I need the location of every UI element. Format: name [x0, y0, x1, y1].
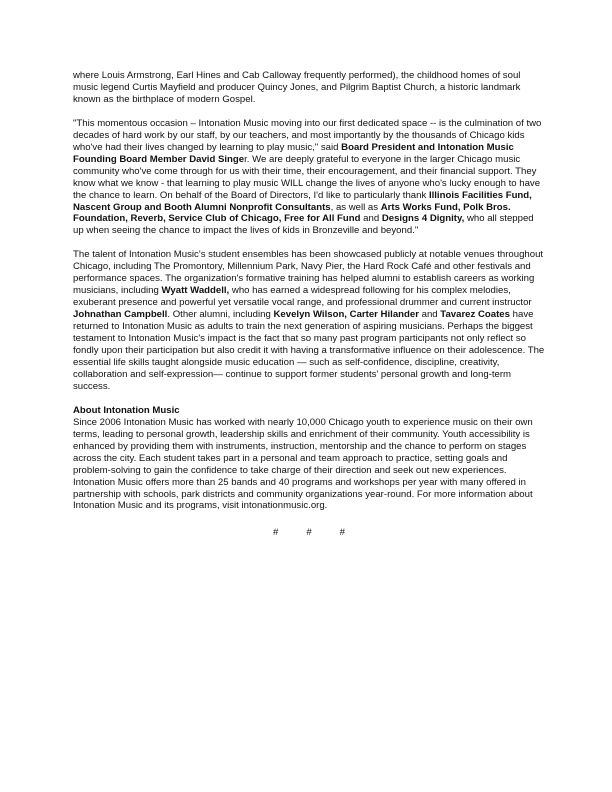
about-section: [73, 405, 545, 513]
text-run: and: [418, 309, 441, 321]
text-run: The talent of Intonation Music's student ensembles has been showcased publicly at notable venues throughout Chicago, including The Promontory, Millennium Park, Navy Pier, the Hard Rock Café and other festivals and performance spaces. The organization's formative training has helped alumni to establish careers as working musicians, including: [73, 249, 544, 297]
text-run: who all stepped up when seeing the chance to impact the lives of kids in Bronzeville and beyond.": [73, 213, 534, 237]
text-run: , as well as: [330, 201, 381, 213]
text-run: . Other alumni, including: [167, 309, 274, 321]
paragraph-venues: [73, 70, 545, 106]
text-run: and: [360, 213, 382, 225]
text-run: where Louis Armstrong, Earl Hines and Cab Calloway frequently performed), the childhood homes of soul music legend Curtis Mayfield and producer Quincy Jones, and Pilgrim Baptist Church, a historic landmark known as the birthplace of modern Gospel.: [73, 70, 521, 105]
paragraph-quote: [73, 118, 545, 238]
document-page: [73, 70, 545, 539]
bold-text-run: Johnathan Campbell: [73, 309, 168, 321]
end-mark: #: [272, 527, 279, 539]
bold-text-run: Designs 4 Dignity,: [381, 213, 465, 225]
end-mark: #: [306, 527, 312, 539]
bold-text-run: Illinois Facilities Fund, Nascent Group and Booth Alumni Nonprofit Consultants: [73, 189, 532, 213]
bold-text-run: Kevelyn Wilson, Carter Hilander: [273, 309, 419, 321]
about-heading: About Intonation Music: [73, 404, 180, 416]
text-run: "This momentous occasion – Intonation Music moving into our first dedicated space -- is the culmination of two decades of hard work by our staff, by our teachers, and most importantly by the thousands of Chicago kids who've had their lives changed by learning to play music," said: [73, 117, 542, 153]
about-body: Since 2006 Intonation Music has worked with nearly 10,000 Chicago youth to experience music on their own terms, leading to personal growth, leadership skills and enrichment of their community. Youth accessibility is enhanced by providing them with instruments, instruction, mentorship and the chance to perform on stages across the city. Each student takes part in a personal and team approach to practice, setting goals and problem-solving to gain the confidence to take charge of their direction and seek out new experiences. Intonation Music offers more than 25 bands and 40 programs and workshops per year with many offered in partnership with schools, park districts and community organizations year-round. For more information about Intonation Music and its programs, visit intonationmusic.org.: [73, 416, 533, 512]
text-run: have returned to Intonation Music as adults to train the next generation of aspiring musicians. Perhaps the biggest testament to Intonation Music's impact is the fact that so many past program participants not only reflect so fondly upon their participation but also credit it with having a transformative influence on their adolescence. The essential life skills taught alongside music education — such as self-confidence, discipline, creativity, collaboration and self-expression— continue to support former students' personal growth and long-term success.: [73, 309, 545, 392]
paragraph-talent: [73, 249, 545, 392]
end-mark: #: [339, 527, 346, 539]
text-run: who has earned a widespread following for his complex melodies, exuberant presence and powerful yet versatile vocal range, and professional drummer and current instructor: [73, 285, 532, 309]
bold-text-run: Arts Works Fund, Polk Bros. Foundation, Reverb, Service Club of Chicago, Free for All Fund: [73, 201, 511, 225]
end-marks: [73, 527, 545, 539]
bold-text-run: Tavarez Coates: [440, 309, 510, 321]
bold-text-run: Board President and Intonation Music Founding Board Member David Singe: [73, 141, 514, 165]
bold-text-run: Wyatt Waddell,: [161, 285, 230, 297]
text-run: r. We are deeply grateful to everyone in the larger Chicago music community who've come through for us with their time, their encouragement, and their financial support. They know what we know - that learning to play music WILL change the lives of anyone who's lucky enough to have the chance to learn. On behalf of the Board of Directors, I'd like to particularly thank: [73, 153, 541, 201]
